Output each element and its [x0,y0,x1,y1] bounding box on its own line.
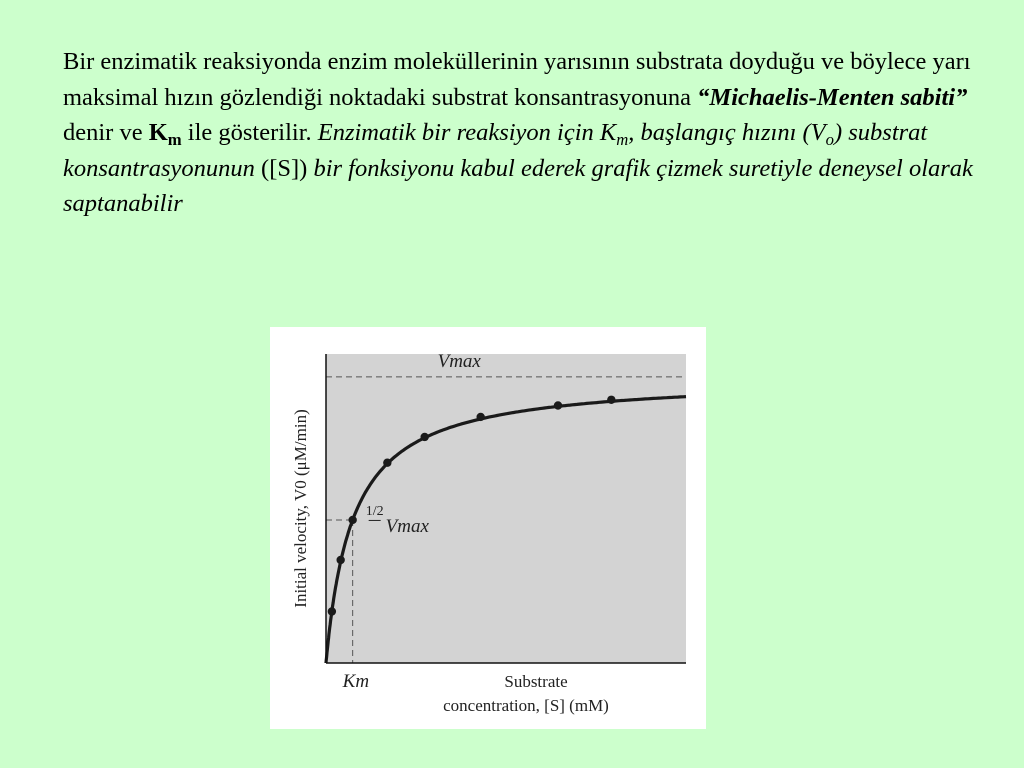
term-michaelis-menten: “Michaelis-Menten sabiti” [697,83,968,111]
text-substrat: ) substrat konsantrasyonunun [63,119,928,182]
data-point [348,516,356,524]
data-point [420,433,428,441]
y-axis-label: Initial velocity, V0 (μM/min) [291,409,310,608]
half-fraction-label: 1/2 [365,503,384,519]
text-denir: denir ve [63,119,149,146]
half-vmax-label: Vmax [385,515,429,537]
vmax-label: Vmax [437,350,481,372]
text-fonksiyon: bir fonksiyonu kabul ederek grafik çizmek suretiyle deneysel olarak saptanabilir [63,154,973,217]
km-label: Km [342,671,370,692]
text-enzimatik: Enzimatik bir reaksiyon için K [317,119,617,146]
text-gosterilir: ile gösterilir. [181,119,318,146]
data-point [476,413,484,421]
km-italic-sub: m [616,129,629,149]
text-intro: Bir enzimatik reaksiyonda enzim moleküllerinin yarısının substrata doyduğu ve böylece yarı maksimal hızın gözlendiği noktadaki substrat konsantrasyonuna [63,48,971,111]
data-point [336,556,344,564]
velocity-chart [270,327,706,729]
data-point [328,607,336,615]
vo-sub: o [825,129,834,149]
x-axis-label: Substrate concentration, [S] (mM) [443,672,609,715]
text-s-bracket: ([S]) [261,154,308,182]
km-symbol-sub: m [167,129,182,149]
data-point [554,401,562,409]
michaelis-menten-figure [270,327,706,729]
slide-paragraph [63,44,993,222]
data-point [607,396,615,404]
data-point [383,459,391,467]
km-symbol: K [148,119,168,146]
text-baslangic: , başlangıç hızını (V [628,119,826,146]
